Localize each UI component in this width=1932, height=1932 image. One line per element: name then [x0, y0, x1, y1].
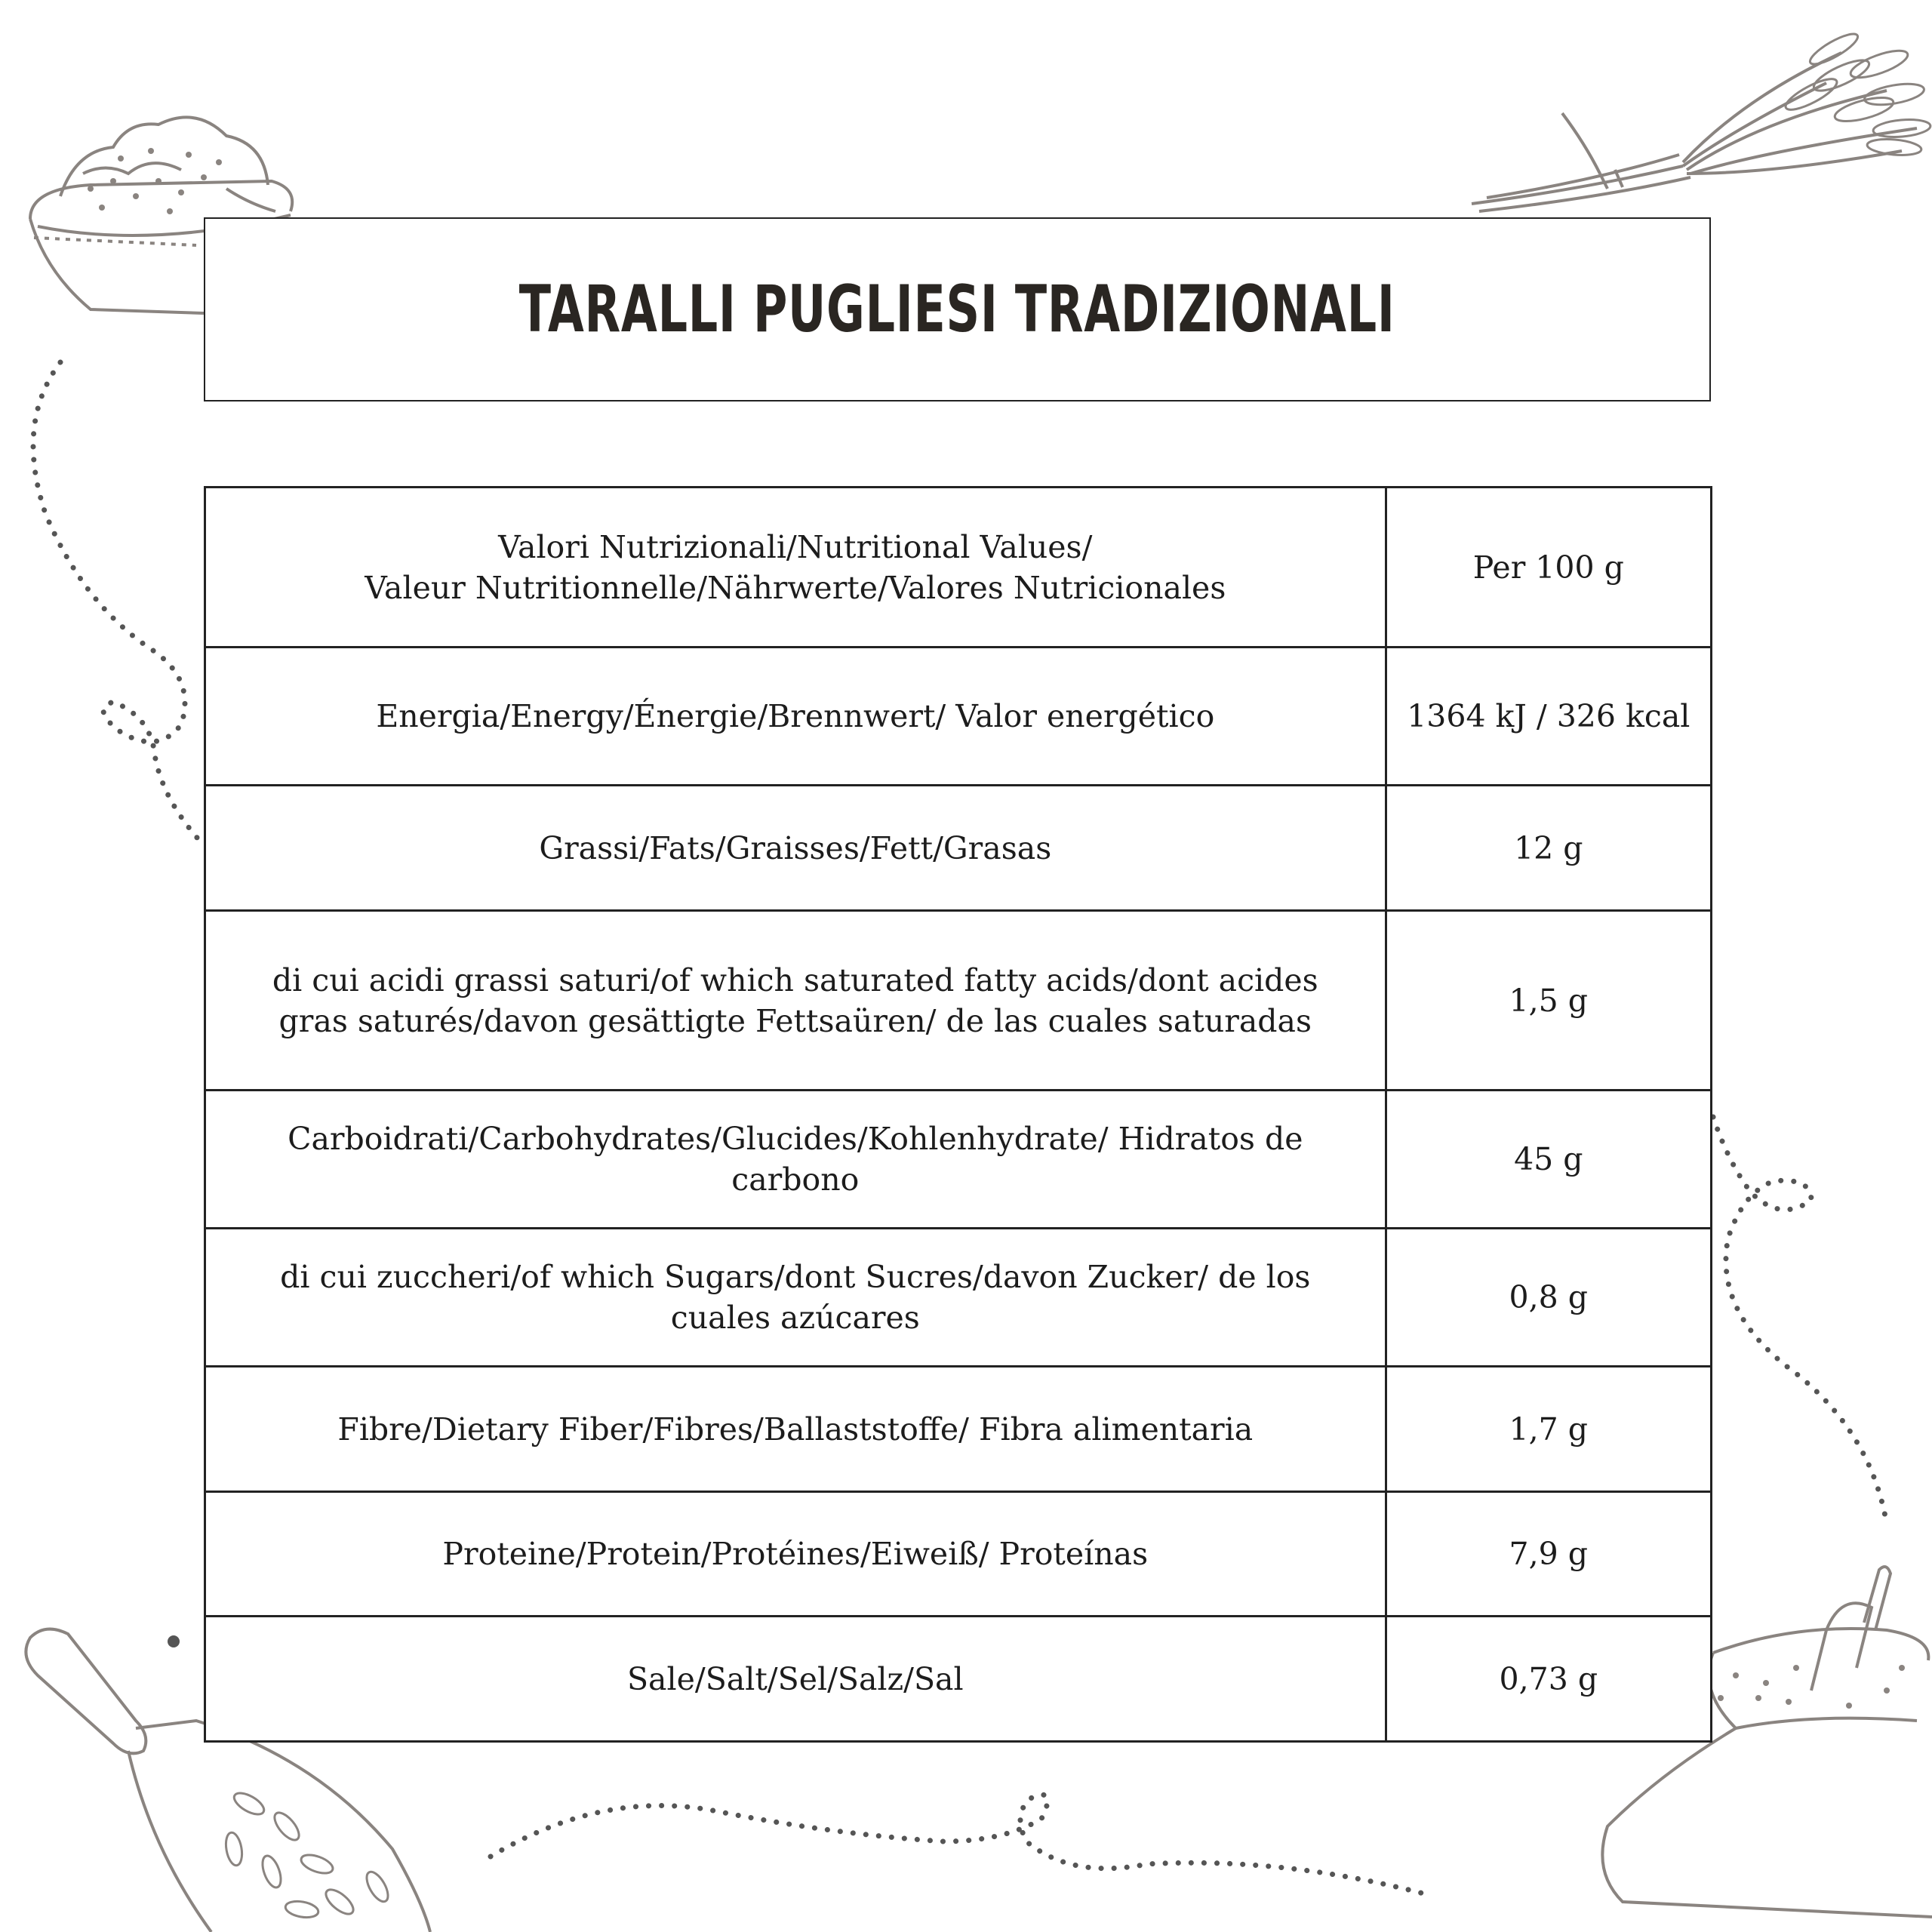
row-value: 1,5 g — [1386, 911, 1711, 1091]
row-label: Grassi/Fats/Graisses/Fett/Grasas — [205, 786, 1386, 911]
row-label: di cui acidi grassi saturi/of which saturated fatty acids/dont acides gras saturés/davon gesättigte Fettsaüren/ de las cuales saturadas — [205, 911, 1386, 1091]
row-value: 1364 kJ / 326 kcal — [1386, 648, 1711, 786]
wheat-bundle-icon — [1472, 29, 1931, 211]
table-row-carbohydrates — [205, 1091, 1712, 1229]
row-value: 0,8 g — [1386, 1229, 1711, 1367]
table-row-fats — [205, 786, 1712, 911]
table-row-protein — [205, 1492, 1712, 1617]
table-row-saturated — [205, 911, 1712, 1091]
table-row-sugars — [205, 1229, 1712, 1367]
page-title: TARALLI PUGLIESI TRADIZIONALI — [519, 272, 1395, 347]
header-label-line2: Valeur Nutritionnelle/Nährwerte/Valores Nutricionales — [365, 569, 1226, 606]
header-value-cell: Per 100 g — [1386, 488, 1711, 648]
table-row-salt — [205, 1617, 1712, 1742]
row-value: 12 g — [1386, 786, 1711, 911]
header-label-line1: Valori Nutrizionali/Nutritional Values/ — [498, 528, 1093, 565]
title-box — [204, 217, 1711, 401]
nutrition-table — [204, 486, 1712, 1743]
row-label: Proteine/Protein/Protéines/Eiweiß/ Proteínas — [205, 1492, 1386, 1617]
dotted-trail-left — [33, 362, 204, 845]
row-label: Sale/Salt/Sel/Salz/Sal — [205, 1617, 1386, 1742]
row-label: di cui zuccheri/of which Sugars/dont Sucres/davon Zucker/ de los cuales azúcares — [205, 1229, 1386, 1367]
dot-marker — [168, 1635, 180, 1647]
row-value: 7,9 g — [1386, 1492, 1711, 1617]
table-header-row — [205, 488, 1712, 648]
row-label: Fibre/Dietary Fiber/Fibres/Ballaststoffe/ Fibra alimentaria — [205, 1367, 1386, 1492]
row-value: 0,73 g — [1386, 1617, 1711, 1742]
dotted-trail-right — [1713, 1117, 1887, 1524]
row-label: Carboidrati/Carbohydrates/Glucides/Kohlenhydrate/ Hidratos de carbono — [205, 1091, 1386, 1229]
header-label-cell — [205, 488, 1386, 648]
row-label: Energia/Energy/Énergie/Brennwert/ Valor energético — [205, 648, 1386, 786]
row-value: 45 g — [1386, 1091, 1711, 1229]
table-row-fibre — [205, 1367, 1712, 1492]
row-value: 1,7 g — [1386, 1367, 1711, 1492]
dotted-trail-bottom — [491, 1795, 1426, 1894]
table-row-energy — [205, 648, 1712, 786]
